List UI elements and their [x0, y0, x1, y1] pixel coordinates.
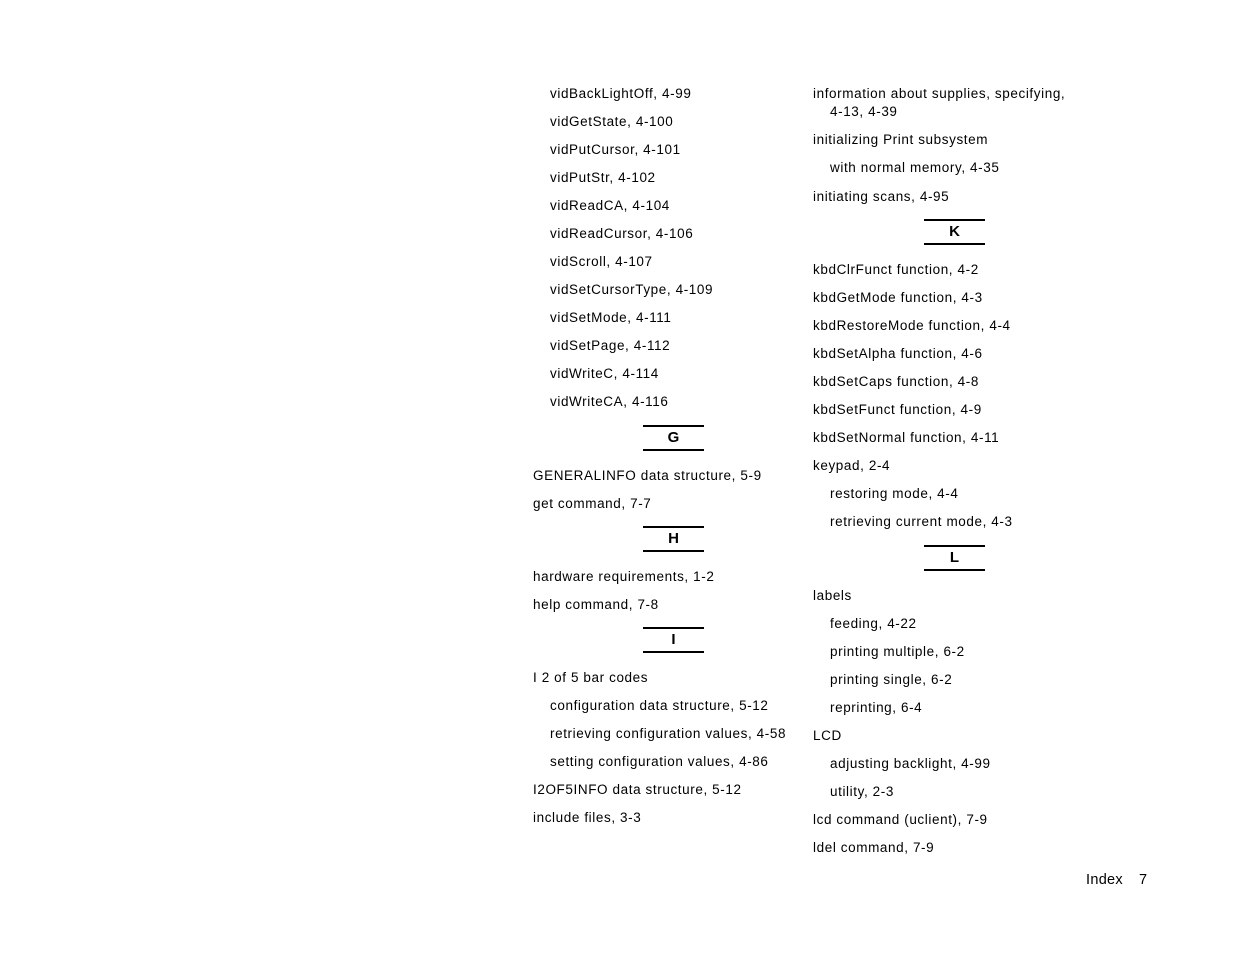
- index-entry: vidWriteC, 4-114: [550, 366, 659, 381]
- index-entry: labels: [813, 588, 852, 603]
- section-letter-l: L: [924, 545, 985, 571]
- index-entry: I 2 of 5 bar codes: [533, 670, 649, 685]
- index-entry: printing multiple, 6-2: [830, 644, 965, 659]
- index-entry: utility, 2-3: [830, 784, 894, 799]
- index-entry: lcd command (uclient), 7-9: [813, 812, 988, 827]
- index-entry: vidBackLightOff, 4-99: [550, 86, 692, 101]
- index-entry: vidSetPage, 4-112: [550, 338, 671, 353]
- index-entry: GENERALINFO data structure, 5-9: [533, 468, 762, 483]
- index-entry: kbdSetNormal function, 4-11: [813, 430, 1000, 445]
- index-entry: initiating scans, 4-95: [813, 189, 950, 204]
- page-footer: [1086, 872, 1147, 888]
- index-entry: printing single, 6-2: [830, 672, 953, 687]
- index-entry: hardware requirements, 1-2: [533, 569, 715, 584]
- index-entry: get command, 7-7: [533, 496, 652, 511]
- index-entry: I2OF5INFO data structure, 5-12: [533, 782, 742, 797]
- index-entry: vidGetState, 4-100: [550, 114, 674, 129]
- index-entry: setting configuration values, 4-86: [550, 754, 769, 769]
- index-entry: retrieving current mode, 4-3: [830, 514, 1013, 529]
- index-entry: include files, 3-3: [533, 810, 642, 825]
- index-entry: kbdSetAlpha function, 4-6: [813, 346, 983, 361]
- section-letter-h: H: [643, 526, 704, 552]
- index-entry: configuration data structure, 5-12: [550, 698, 769, 713]
- index-entry: vidReadCA, 4-104: [550, 198, 670, 213]
- index-entry: kbdRestoreMode function, 4-4: [813, 318, 1011, 333]
- index-entry: with normal memory, 4-35: [830, 160, 1000, 175]
- index-entry-text: information about supplies, specifying,: [813, 86, 1066, 101]
- section-letter-g: G: [643, 425, 704, 451]
- index-entry: vidWriteCA, 4-116: [550, 394, 669, 409]
- page-number: 7: [1138, 872, 1148, 888]
- index-entry: restoring mode, 4-4: [830, 486, 959, 501]
- index-entry-continuation: 4-13, 4-39: [830, 104, 898, 119]
- index-entry: help command, 7-8: [533, 597, 659, 612]
- index-entry: reprinting, 6-4: [830, 700, 923, 715]
- index-entry: kbdSetFunct function, 4-9: [813, 402, 982, 417]
- index-entry: feeding, 4-22: [830, 616, 917, 631]
- index-entry: vidPutStr, 4-102: [550, 170, 656, 185]
- index-entry: initializing Print subsystem: [813, 132, 989, 147]
- index-entry: retrieving configuration values, 4-58: [550, 726, 787, 741]
- index-entry: keypad, 2-4: [813, 458, 891, 473]
- index-entry: ldel command, 7-9: [813, 840, 935, 855]
- index-entry: vidPutCursor, 4-101: [550, 142, 681, 157]
- index-entry: vidSetMode, 4-111: [550, 310, 672, 325]
- index-entry: vidSetCursorType, 4-109: [550, 282, 714, 297]
- section-letter-i: I: [643, 627, 704, 653]
- index-entry: vidReadCursor, 4-106: [550, 226, 694, 241]
- section-letter-k: K: [924, 219, 985, 245]
- index-entry: LCD: [813, 728, 842, 743]
- index-entry: vidScroll, 4-107: [550, 254, 653, 269]
- index-entry: [813, 85, 1065, 121]
- footer-section-label: Index: [1086, 872, 1123, 888]
- index-entry: adjusting backlight, 4-99: [830, 756, 991, 771]
- index-entry: kbdGetMode function, 4-3: [813, 290, 983, 305]
- index-entry: kbdSetCaps function, 4-8: [813, 374, 979, 389]
- index-entry: kbdClrFunct function, 4-2: [813, 262, 979, 277]
